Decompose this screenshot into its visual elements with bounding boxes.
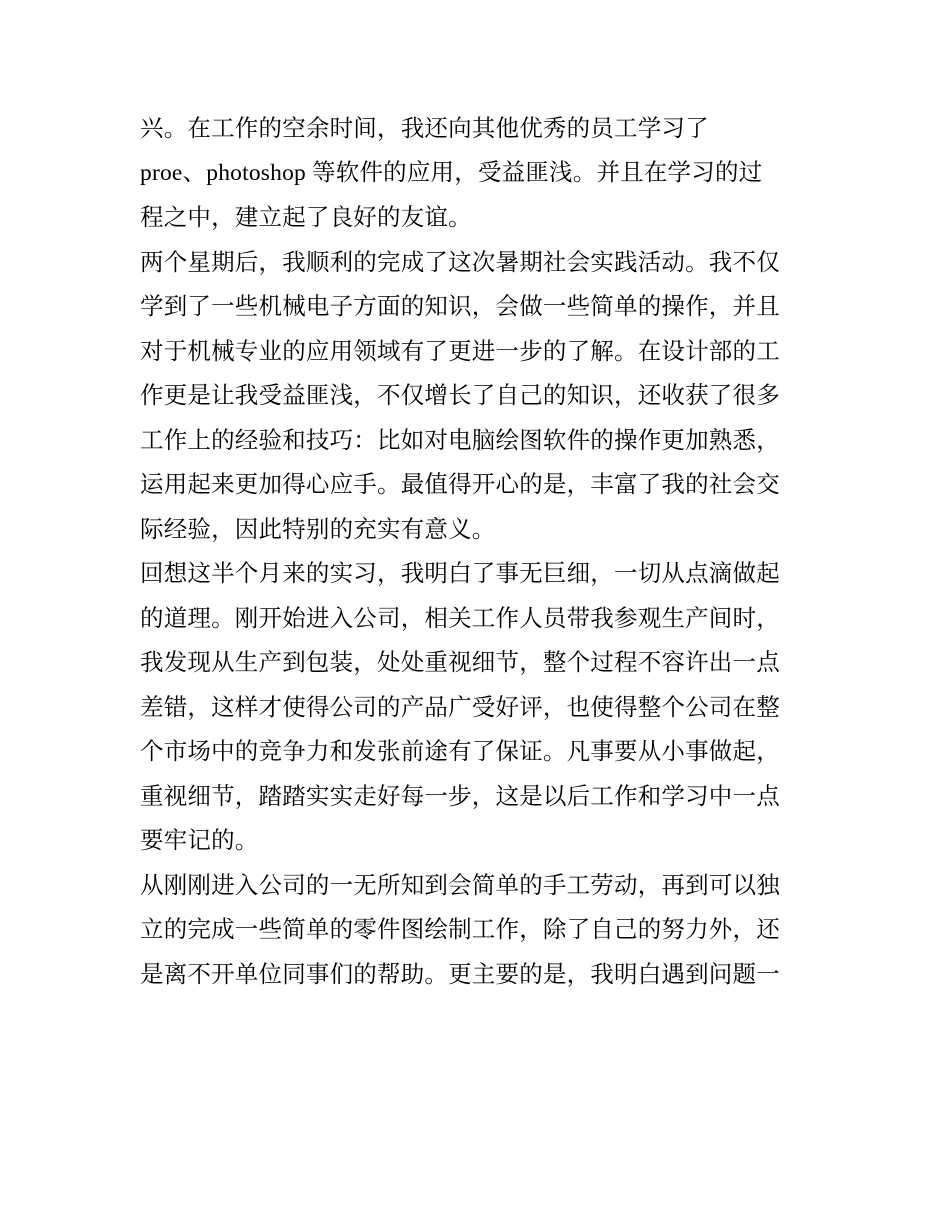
text-line: 兴。在工作的空余时间，我还向其他优秀的员工学习了 xyxy=(140,114,709,142)
text-line: 程之中，建立起了良好的友谊。 xyxy=(140,203,472,231)
text-line: 作更是让我受益匪浅，不仅增长了自己的知识，还收获了很多 xyxy=(140,381,780,409)
text-line: 学到了一些机械电子方面的知识，会做一些简单的操作，并且 xyxy=(140,292,780,320)
text-line: 两个星期后，我顺利的完成了这次暑期社会实践活动。我不仅 xyxy=(140,247,780,276)
text-line: 立的完成一些简单的零件图绘制工作，除了自己的努力外，还 xyxy=(140,915,780,943)
text-line: 的道理。刚开始进入公司，相关工作人员带我参观生产间时， xyxy=(140,603,780,632)
text-line: 我发现从生产到包装，处处重视细节，整个过程不容许出一点 xyxy=(140,648,780,676)
text-line: 对于机械专业的应用领域有了更进一步的了解。在设计部的工 xyxy=(140,336,780,365)
text-line: 重视细节，踏踏实实走好每一步，这是以后工作和学习中一点 xyxy=(140,781,780,810)
text-line: 差错，这样才使得公司的产品广受好评，也使得整个公司在整 xyxy=(140,692,780,721)
text-line: 是离不开单位同事们的帮助。更主要的是，我明白遇到问题一 xyxy=(140,959,780,988)
text-line: 工作上的经验和技巧：比如对电脑绘图软件的操作更加熟悉， xyxy=(140,425,780,454)
document-body xyxy=(140,106,820,996)
text-line: proe、photoshop 等软件的应用，受益匪浅。并且在学习的过 xyxy=(140,159,763,186)
text-line: 回想这半个月来的实习，我明白了事无巨细，一切从点滴做起 xyxy=(140,559,780,587)
text-line: 个市场中的竞争力和发张前途有了保证。凡事要从小事做起， xyxy=(140,737,780,765)
text-line: 要牢记的。 xyxy=(140,826,259,854)
text-line: 从刚刚进入公司的一无所知到会简单的手工劳动，再到可以独 xyxy=(140,870,780,899)
text-line: 际经验，因此特别的充实有意义。 xyxy=(140,514,496,543)
text-line: 运用起来更加得心应手。最值得开心的是，丰富了我的社会交 xyxy=(140,470,780,498)
